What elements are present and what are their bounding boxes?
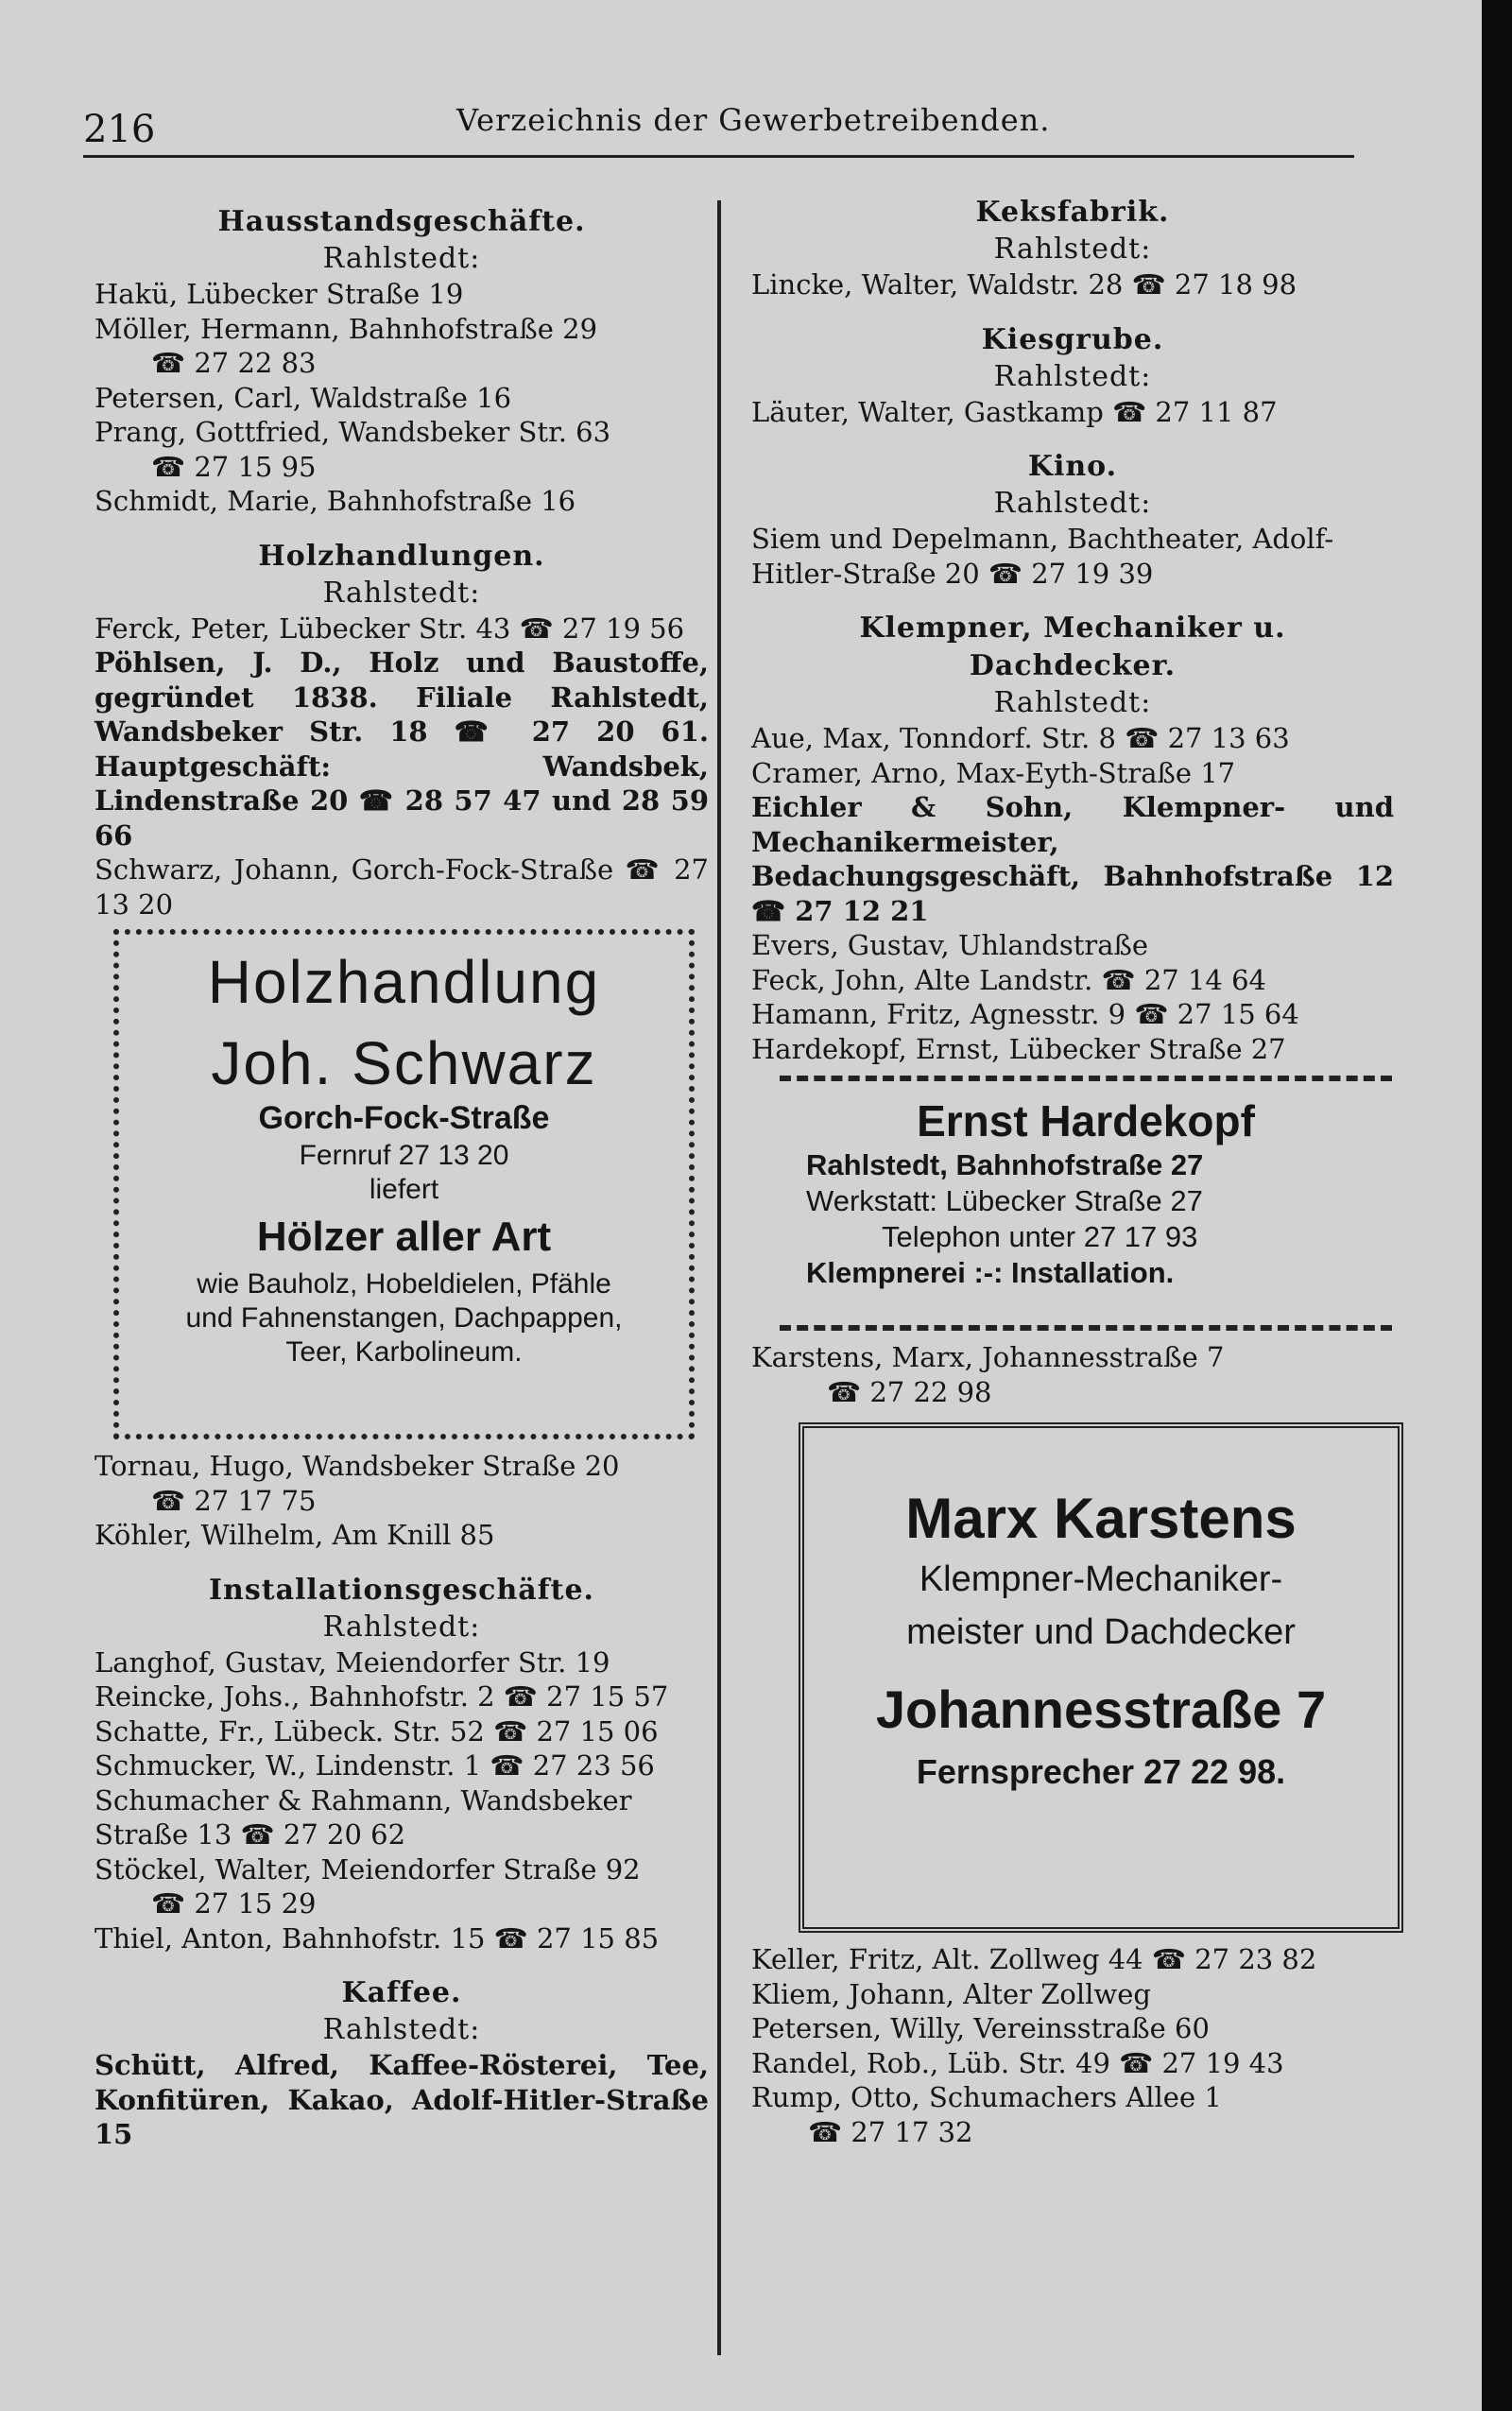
ad-line: Teer, Karbolineum. [285, 1336, 523, 1368]
list-item: Hitler-Straße 20 ☎ 27 19 39 [751, 557, 1154, 590]
section-title: Hausstandsgeschäfte. [217, 205, 586, 238]
list-item: Schmucker, W., Lindenstr. 1 ☎ 27 23 56 [94, 1749, 655, 1782]
section-location: Rahlstedt: [322, 242, 481, 275]
list-item: Thiel, Anton, Bahnhofstr. 15 ☎ 27 15 85 [94, 1921, 660, 1955]
list-item: Lincke, Walter, Waldstr. 28 ☎ 27 18 98 [751, 268, 1297, 301]
section-location: Rahlstedt: [322, 576, 481, 610]
list-item: Schatte, Fr., Lübeck. Str. 52 ☎ 27 15 06 [94, 1714, 659, 1748]
ad-line: Marx Karstens [905, 1487, 1297, 1550]
list-item: Aue, Max, Tonndorf. Str. 8 ☎ 27 13 63 [751, 722, 1290, 754]
section-title: Kaffee. [341, 1976, 462, 2009]
list-item: Hakü, Lübecker Straße 19 [94, 278, 464, 310]
section-title: Kiesgrube. [981, 322, 1164, 356]
section-title: Installationsgeschäfte. [209, 1573, 594, 1607]
list-item: Ferck, Peter, Lübecker Str. 43 ☎ 27 19 56 [94, 611, 685, 645]
section-location: Rahlstedt: [322, 1610, 481, 1644]
ad-line: Fernsprecher 27 22 98. [916, 1752, 1286, 1791]
section-location: Rahlstedt: [322, 2013, 481, 2046]
header-rule [83, 155, 1354, 158]
list-item: Langhof, Gustav, Meiendorfer Str. 19 [94, 1645, 610, 1679]
list-item: Randel, Rob., Lüb. Str. 49 ☎ 27 19 43 [751, 2046, 1284, 2079]
section-title: Keksfabrik. [975, 196, 1170, 229]
list-item: Petersen, Carl, Waldstraße 16 [94, 381, 512, 414]
list-item: Siem und Depelmann, Bachtheater, Adolf- [751, 523, 1334, 555]
ad-line: Holzhandlung [207, 948, 601, 1016]
page-title: Verzeichnis der Gewerbetreibenden. [456, 102, 1051, 138]
list-item: Prang, Gottfried, Wandsbeker Str. 63 [94, 416, 611, 448]
list-item: Schwarz, Johann, Gorch-Fock-Straße ☎ 27 13 20 [94, 853, 709, 921]
advertisement-holzhandlung [113, 929, 695, 1439]
advertisement-karstens [799, 1422, 1403, 1933]
list-item: Cramer, Arno, Max-Eyth-Straße 17 [751, 756, 1236, 789]
list-item: Hamann, Fritz, Agnesstr. 9 ☎ 27 15 64 [751, 998, 1299, 1030]
section-location: Rahlstedt: [993, 359, 1152, 393]
list-item: Feck, John, Alte Landstr. ☎ 27 14 64 [751, 963, 1266, 996]
list-item: Schütt, Alfred, Kaffee-Rösterei, Tee, Konfitüren, Kakao, Adolf-Hitler-Straße 15 [94, 2049, 709, 2150]
list-item: Karstens, Marx, Johannesstraße 7 [751, 1341, 1225, 1373]
ad-line: Klempnerei :-: Installation. [806, 1256, 1175, 1289]
section-title: Klempner, Mechaniker u. Dachdecker. [859, 611, 1286, 682]
list-item: Kliem, Johann, Alter Zollweg [751, 1977, 1151, 2010]
page-number: 216 [83, 108, 156, 151]
list-item: Evers, Gustav, Uhlandstraße [751, 929, 1149, 961]
ad-line: Telephon unter 27 17 93 [882, 1220, 1198, 1253]
list-item: Keller, Fritz, Alt. Zollweg 44 ☎ 27 23 82 [751, 1943, 1317, 1975]
page-edge [1482, 0, 1512, 2411]
section-title: Kino. [1027, 450, 1118, 483]
ad-line: Rahlstedt, Bahnhofstraße 27 [806, 1148, 1204, 1181]
list-item: Köhler, Wilhelm, Am Knill 85 [94, 1519, 495, 1551]
list-item: ☎ 27 22 98 [827, 1375, 992, 1408]
ad-line: und Fahnenstangen, Dachpappen, [185, 1302, 623, 1334]
list-item: Reincke, Johs., Bahnhofstr. 2 ☎ 27 15 57 [94, 1680, 669, 1713]
list-item: Pöhlsen, J. D., Holz und Baustoffe, gegründet 1838. Filiale Rahlstedt, Wandsbeker Str. 18 ☎ 27 20 61. Hauptgeschäft: Wandsbek, Lindenstraße 20 ☎ 28 57 47 und 28 59 66 [94, 646, 709, 852]
column-divider [717, 200, 721, 2355]
section-location: Rahlstedt: [993, 232, 1152, 266]
ad-line: Johannesstraße 7 [875, 1679, 1327, 1739]
list-item: Hardekopf, Ernst, Lübecker Straße 27 [751, 1032, 1286, 1065]
right-column [751, 196, 1394, 2149]
page-header [83, 102, 1349, 159]
ad-line: Gorch-Fock-Straße [258, 1100, 550, 1136]
left-column [94, 203, 709, 2152]
section-location: Rahlstedt: [993, 686, 1152, 719]
section-title: Holzhandlungen. [258, 539, 545, 573]
ad-line: wie Bauholz, Hobeldielen, Pfähle [197, 1268, 611, 1300]
list-item: Tornau, Hugo, Wandsbeker Straße 20 [94, 1450, 620, 1482]
ad-line: meister und Dachdecker [906, 1612, 1296, 1652]
list-item: Petersen, Willy, Vereinsstraße 60 [751, 2012, 1210, 2044]
list-item: Schumacher & Rahmann, Wandsbeker [94, 1783, 632, 1817]
section-location: Rahlstedt: [993, 487, 1152, 520]
list-item: ☎ 27 15 95 [151, 450, 317, 483]
list-item: ☎ 27 17 75 [151, 1484, 317, 1517]
list-item: Läuter, Walter, Gastkamp ☎ 27 11 87 [751, 395, 1278, 428]
list-item: Möller, Hermann, Bahnhofstraße 29 [94, 312, 598, 345]
list-item: Eichler & Sohn, Klempner- und Mechanikermeister, Bedachungsgeschäft, Bahnhofstraße 12 ☎ 27 12 21 [751, 791, 1394, 927]
list-item: ☎ 27 15 29 [151, 1887, 317, 1920]
list-item: ☎ 27 22 83 [151, 347, 317, 379]
list-item: Straße 13 ☎ 27 20 62 [94, 1818, 406, 1851]
list-item: Stöckel, Walter, Meiendorfer Straße 92 [94, 1852, 641, 1886]
list-item: ☎ 27 17 32 [808, 2115, 973, 2148]
ad-line: Joh. Schwarz [211, 1029, 597, 1097]
ad-line: Klempner-Mechaniker- [919, 1559, 1283, 1599]
ad-line: Fernruf 27 13 20 [299, 1140, 509, 1171]
list-item: Schmidt, Marie, Bahnhofstraße 16 [94, 485, 576, 517]
list-item: Rump, Otto, Schumachers Allee 1 [751, 2081, 1222, 2113]
ad-line: Ernst Hardekopf [917, 1096, 1255, 1145]
ad-line: Hölzer aller Art [256, 1214, 552, 1260]
ad-line: Werkstatt: Lübecker Straße 27 [806, 1184, 1203, 1217]
advertisement-hardekopf [780, 1076, 1392, 1331]
ad-line: liefert [369, 1174, 439, 1205]
